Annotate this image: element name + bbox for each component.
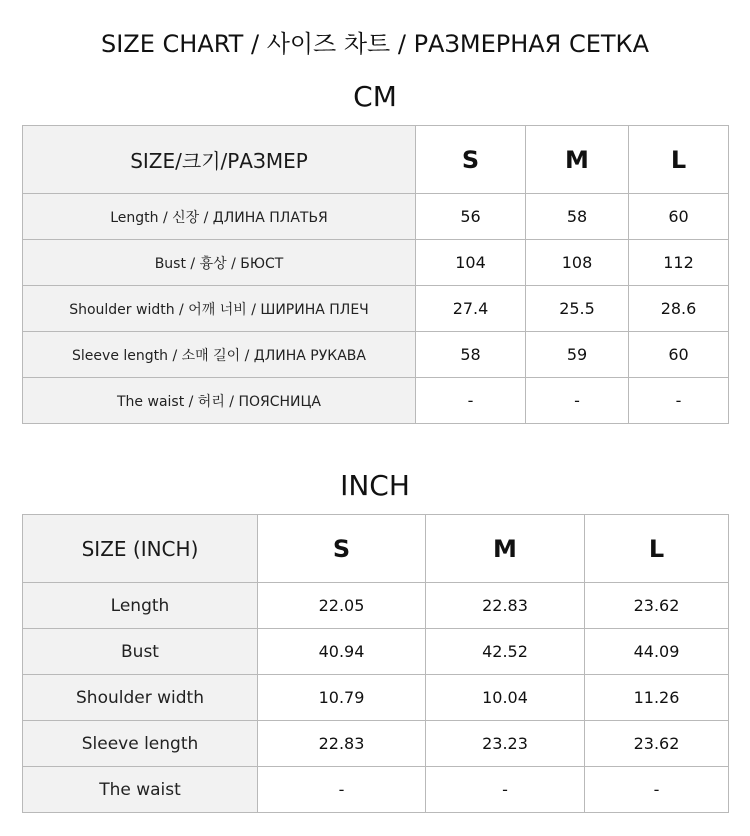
row-label: Length <box>23 583 258 629</box>
header-label: SIZE (INCH) <box>23 515 258 583</box>
header-label: SIZE/크기/РАЗМЕР <box>23 126 416 194</box>
value-cell: - <box>426 767 585 813</box>
row-label: Bust <box>23 629 258 675</box>
table-header-row <box>23 515 729 583</box>
size-s-header: S <box>258 515 426 583</box>
cm-section-title: CM <box>353 80 397 113</box>
cm-size-table <box>22 125 729 424</box>
table-header-row <box>23 126 729 194</box>
value-cell: 58 <box>416 332 526 378</box>
value-cell: 28.6 <box>629 286 729 332</box>
size-l-header: L <box>629 126 729 194</box>
row-label: Bust / 흉상 / БЮСТ <box>23 240 416 286</box>
table-row <box>23 286 729 332</box>
row-label: Sleeve length / 소매 길이 / ДЛИНА РУКАВА <box>23 332 416 378</box>
value-cell: 58 <box>526 194 629 240</box>
value-cell: 10.79 <box>258 675 426 721</box>
value-cell: 59 <box>526 332 629 378</box>
value-cell: 108 <box>526 240 629 286</box>
table-row <box>23 194 729 240</box>
table-row <box>23 583 729 629</box>
page-title: SIZE CHART / 사이즈 차트 / РАЗМЕРНАЯ СЕТКА <box>100 30 650 58</box>
value-cell: 112 <box>629 240 729 286</box>
table-row <box>23 675 729 721</box>
size-m-header: M <box>526 126 629 194</box>
value-cell: 22.83 <box>258 721 426 767</box>
inch-size-table <box>22 514 729 813</box>
value-cell: - <box>416 378 526 424</box>
value-cell: 10.04 <box>426 675 585 721</box>
value-cell: 23.62 <box>585 721 729 767</box>
value-cell: 40.94 <box>258 629 426 675</box>
row-label: Sleeve length <box>23 721 258 767</box>
value-cell: 44.09 <box>585 629 729 675</box>
value-cell: 23.23 <box>426 721 585 767</box>
value-cell: 42.52 <box>426 629 585 675</box>
value-cell: 23.62 <box>585 583 729 629</box>
value-cell: 25.5 <box>526 286 629 332</box>
value-cell: - <box>585 767 729 813</box>
value-cell: 60 <box>629 332 729 378</box>
row-label: Length / 신장 / ДЛИНА ПЛАТЬЯ <box>23 194 416 240</box>
size-m-header: M <box>426 515 585 583</box>
value-cell: 104 <box>416 240 526 286</box>
table-row <box>23 721 729 767</box>
value-cell: 56 <box>416 194 526 240</box>
value-cell: 11.26 <box>585 675 729 721</box>
row-label: Shoulder width <box>23 675 258 721</box>
value-cell: 22.05 <box>258 583 426 629</box>
value-cell: - <box>526 378 629 424</box>
size-l-header: L <box>585 515 729 583</box>
value-cell: 27.4 <box>416 286 526 332</box>
table-row <box>23 332 729 378</box>
table-row <box>23 240 729 286</box>
row-label: Shoulder width / 어깨 너비 / ШИРИНА ПЛЕЧ <box>23 286 416 332</box>
value-cell: - <box>629 378 729 424</box>
value-cell: 60 <box>629 194 729 240</box>
table-row <box>23 629 729 675</box>
row-label: The waist <box>23 767 258 813</box>
inch-section-title: INCH <box>340 469 410 502</box>
table-row <box>23 378 729 424</box>
row-label: The waist / 허리 / ПОЯСНИЦА <box>23 378 416 424</box>
value-cell: - <box>258 767 426 813</box>
table-row <box>23 767 729 813</box>
size-s-header: S <box>416 126 526 194</box>
value-cell: 22.83 <box>426 583 585 629</box>
